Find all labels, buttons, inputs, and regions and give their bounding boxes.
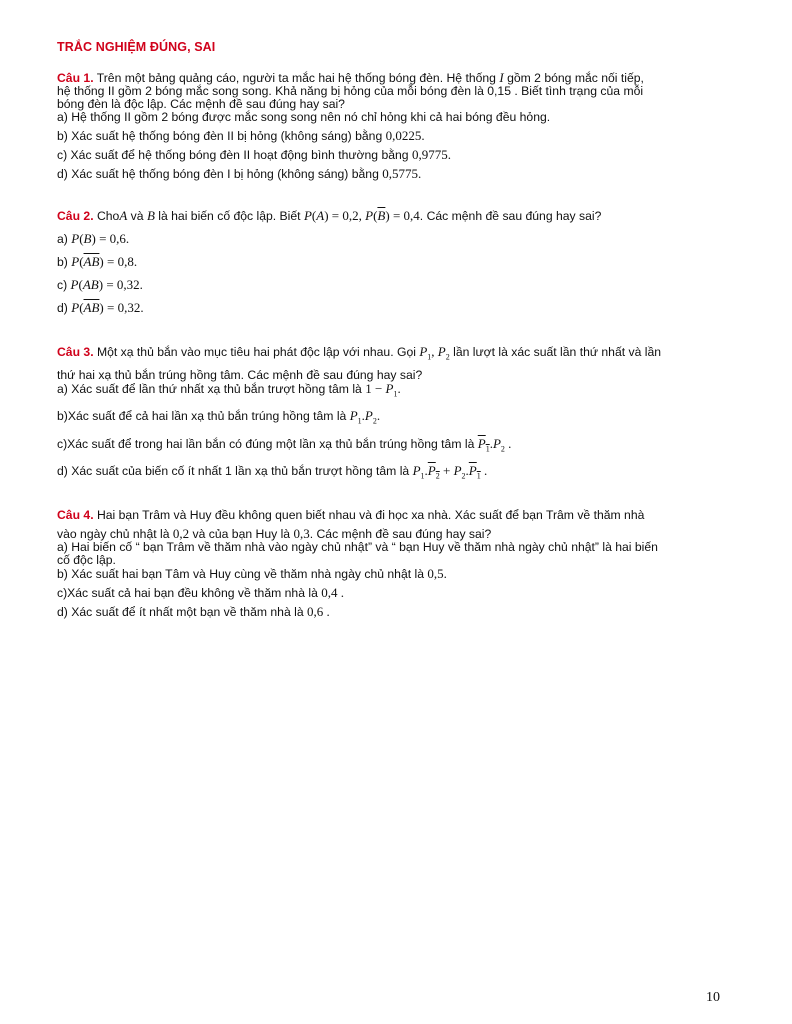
option-label: d): [57, 301, 68, 315]
stem-value-huy: 0,3: [293, 525, 310, 541]
question-2-option-d: d) $P(\overline{AB}) = 0,32$.: [57, 300, 144, 315]
question-2-stem-text: Cho: [93, 209, 120, 223]
question-3-number: Câu 3.: [57, 345, 94, 359]
option-text: b) Xác suất hệ thống bóng đèn II bị hỏng (không sáng) bằng: [57, 129, 386, 143]
question-1-option-b: b) Xác suất hệ thống bóng đèn II bị hỏng (không sáng) bằng 0,0225.: [57, 128, 425, 143]
document-page: [57, 40, 723, 638]
event-B-symbol: B: [146, 208, 155, 223]
question-4-option-d: d) Xác suất để ít nhất một bạn về thăm nhà là 0,6 .: [57, 603, 330, 619]
option-text: d) Xác suất hệ thống bóng đèn I bị hỏng (không sáng) bằng: [57, 167, 383, 181]
question-1-stem-text: Trên một bảng quảng cáo, người ta mắc hai hệ thống bóng đèn. Hệ thống: [93, 71, 500, 85]
question-1-stem-text-2: gồm 2 bóng mắc nối tiếp,: [503, 71, 644, 85]
option-value: 0,5775: [382, 166, 418, 181]
option-value: = 0,32: [106, 277, 140, 292]
question-3: [57, 345, 723, 483]
event-A-symbol: A: [119, 208, 128, 223]
stem-value-tram: 0,2: [172, 525, 190, 541]
question-1-option-d: d) Xác suất hệ thống bóng đèn I bị hỏng (không sáng) bằng 0,5775.: [57, 166, 422, 181]
question-3-option-a: a) Xác suất để lần thứ nhất xạ thủ bắn trượt hồng tâm là $1 - P_1$.: [57, 380, 401, 399]
stem-text: vào ngày chủ nhật là: [57, 526, 173, 541]
option-label: a): [57, 232, 68, 246]
option-value: = 0,8: [107, 254, 134, 269]
question-4-option-a-line-2: cố độc lập.: [57, 552, 116, 567]
question-3-option-b: b)Xác suất để cả hai lần xạ thủ bắn trúng hồng tâm là $P_1.P_2$.: [57, 408, 381, 426]
option-text: c)Xác suất để trong hai lần bắn có đúng một lần xạ thủ bắn trúng hồng tâm là: [57, 436, 478, 451]
question-1-number: Câu 1.: [57, 71, 94, 85]
question-2-stem-text-3: . Các mệnh đề sau đúng hay sai?: [419, 209, 602, 223]
question-2-stem: [57, 209, 723, 223]
question-3-option-c: c)Xác suất để trong hai lần bắn có đúng một lần xạ thủ bắn trúng hồng tâm là $P_1.P_2$ .: [57, 435, 512, 454]
question-2-number: Câu 2.: [57, 209, 94, 223]
option-text: d) Xác suất của biến cố ít nhất 1 lần xạ thủ bắn trượt hồng tâm là: [57, 464, 413, 479]
question-2-stem-text-2: là hai biến cố độc lập. Biết: [154, 209, 304, 223]
question-4-number: Câu 4.: [57, 507, 94, 522]
option-value: 0,0225: [385, 128, 422, 143]
question-1-option-c: c) Xác suất để hệ thống bóng đèn II hoạt động bình thường bằng 0,9775.: [57, 147, 451, 162]
option-text: d) Xác suất để ít nhất một bạn về thăm nhà là: [57, 604, 307, 619]
stem-text: và của bạn Huy là: [189, 526, 294, 541]
question-2-option-b: b) $P(\overline{AB}) = 0,8$.: [57, 254, 138, 269]
question-2: [57, 209, 723, 315]
question-3-stem-text: Một xạ thủ bắn vào mục tiêu hai phát độc lập với nhau. Gọi: [93, 345, 420, 359]
option-label: b): [57, 255, 68, 269]
question-1-option-a: a) Hệ thống II gồm 2 bóng được mắc song song nên nó chỉ hỏng khi cả hai bóng đều hỏng.: [57, 110, 551, 124]
page-number: 10: [706, 990, 720, 1005]
option-text: a) Xác suất để lần thứ nhất xạ thủ bắn trượt hồng tâm là: [57, 381, 366, 396]
option-text: b)Xác suất để cả hai lần xạ thủ bắn trúng hồng tâm là: [57, 409, 350, 424]
option-label: c): [57, 278, 68, 292]
question-4-option-b: b) Xác suất hai bạn Tâm và Huy cùng về thăm nhà ngày chủ nhật là 0,5.: [57, 565, 447, 581]
conjunction: và: [127, 209, 147, 223]
option-text: c)Xác suất cả hai bạn đều không về thăm nhà là: [57, 585, 322, 600]
question-3-stem-text-2: lần lượt là xác suất lần thứ nhất và lần: [449, 345, 662, 359]
stem-text: . Các mệnh đề sau đúng hay sai?: [309, 526, 492, 541]
question-2-option-c: c) P(AB) = 0,32.: [57, 277, 143, 292]
question-1-stem-line-3: bóng đèn là độc lập. Các mệnh đề sau đúng hay sai?: [57, 97, 345, 111]
question-1: [57, 71, 723, 181]
question-3-stem-line-2: thứ hai xạ thủ bắn trúng hồng tâm. Các mệnh đề sau đúng hay sai?: [57, 367, 423, 382]
section-heading: TRẮC NGHIỆM ĐÚNG, SAI: [57, 40, 216, 54]
question-4-stem-text: Hai bạn Trâm và Huy đều không quen biết nhau và đi học xa nhà. Xác suất để bạn Trâm về thăm nhà: [93, 507, 645, 522]
question-4-option-a: a) Hai biến cố “ bạn Trâm về thăm nhà vào ngày chủ nhật” và “ bạn Huy về thăm nhà ngày chủ nhật” là hai biến: [57, 539, 658, 554]
question-4-option-c: c)Xác suất cả hai bạn đều không về thăm nhà là 0,4 .: [57, 584, 344, 600]
question-4-stem: [57, 509, 723, 522]
option-value: 0,5: [427, 565, 444, 581]
question-1-stem: [57, 71, 723, 85]
given-probabilities-formula: P(A) = 0,2, $P(\overline{B}) = 0,4$: [303, 208, 420, 223]
option-value: 0,6: [307, 603, 324, 619]
question-4: [57, 509, 723, 619]
option-value: = 0,6: [99, 231, 126, 246]
question-1-stem-line-2: hệ thống II gồm 2 bóng mắc song song. Khả năng bị hỏng của mỗi bóng đèn là 0,15 . Biết tình trạng của mỗi: [57, 84, 644, 98]
option-value: 0,4: [321, 584, 338, 600]
option-value: 0,9775: [411, 147, 448, 162]
option-value: = 0,32: [107, 300, 141, 315]
system-I-symbol: I: [499, 70, 504, 85]
question-2-option-a: a) P(B) = 0,6.: [57, 231, 130, 246]
option-text: c) Xác suất để hệ thống bóng đèn II hoạt động bình thường bằng: [57, 148, 412, 162]
question-3-option-d: d) Xác suất của biến cố ít nhất 1 lần xạ thủ bắn trượt hồng tâm là $P_1.P_2 + P_2.P_1$ .: [57, 463, 488, 481]
question-4-stem-line-2: [57, 527, 723, 541]
option-text: b) Xác suất hai bạn Tâm và Huy cùng về thăm nhà ngày chủ nhật là: [57, 566, 428, 581]
question-3-stem: Câu 3. Một xạ thủ bắn vào mục tiêu hai phát độc lập với nhau. Gọi $P_1$, $P_2$ lần lượt là xác suất lần thứ nhất và lần: [57, 344, 662, 362]
